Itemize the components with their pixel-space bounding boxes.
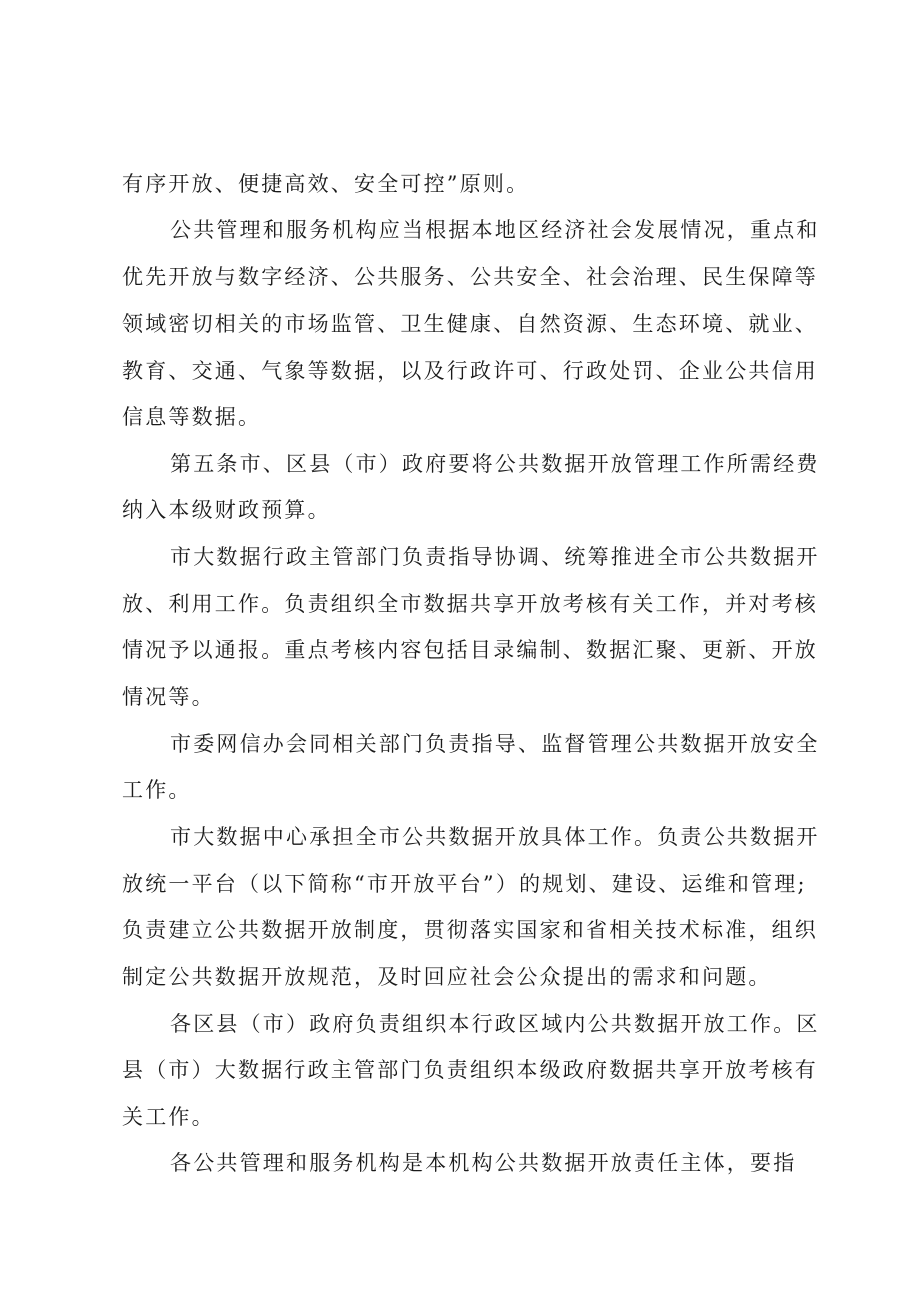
- text-line: 有序开放、便捷高效、安全可控”原则。: [122, 172, 530, 196]
- paragraph-start-line: 市委网信办会同相关部门负责指导、监督管理公共数据开放安全: [170, 732, 820, 756]
- text-line: 信息等数据。: [122, 405, 262, 429]
- text-line: 领域密切相关的市场监管、卫生健康、自然资源、生态环境、就业、: [122, 312, 818, 336]
- text-line: 县（市）大数据行政主管部门负责组织本级政府数据共享开放考核有: [122, 1058, 818, 1082]
- paragraph-start-line: 第五条市、区县（市）政府要将公共数据开放管理工作所需经费: [170, 452, 820, 476]
- text-line: 工作。: [122, 778, 192, 802]
- text-line: 优先开放与数字经济、公共服务、公共安全、社会治理、民生保障等: [122, 265, 818, 289]
- text-line: 情况等。: [122, 685, 215, 709]
- paragraph-start-line: 各公共管理和服务机构是本机构公共数据开放责任主体，要指: [170, 1151, 797, 1175]
- text-line: 情况予以通报。重点考核内容包括目录编制、数据汇聚、更新、开放: [122, 638, 818, 662]
- text-line: 教育、交通、气象等数据，以及行政许可、行政处罚、企业公共信用: [122, 359, 818, 383]
- paragraph-start-line: 公共管理和服务机构应当根据本地区经济社会发展情况，重点和: [170, 218, 820, 242]
- paragraph-start-line: 市大数据中心承担全市公共数据开放具体工作。负责公共数据开: [170, 825, 820, 849]
- text-line: 放、利用工作。负责组织全市数据共享开放考核有关工作，并对考核: [122, 592, 818, 616]
- text-line: 纳入本级财政预算。: [122, 498, 331, 522]
- text-line: 制定公共数据开放规范，及时回应社会公众提出的需求和问题。: [122, 965, 772, 989]
- text-line: 放统一平台（以下简称“市开放平台”）的规划、建设、运维和管理;: [122, 872, 807, 896]
- paragraph-start-line: 市大数据行政主管部门负责指导协调、统筹推进全市公共数据开: [170, 545, 820, 569]
- paragraph-start-line: 各区县（市）政府负责组织本行政区域内公共数据开放工作。区: [170, 1012, 820, 1036]
- text-line: 关工作。: [122, 1105, 215, 1129]
- text-line: 负责建立公共数据开放制度，贯彻落实国家和省相关技术标准，组织: [122, 918, 818, 942]
